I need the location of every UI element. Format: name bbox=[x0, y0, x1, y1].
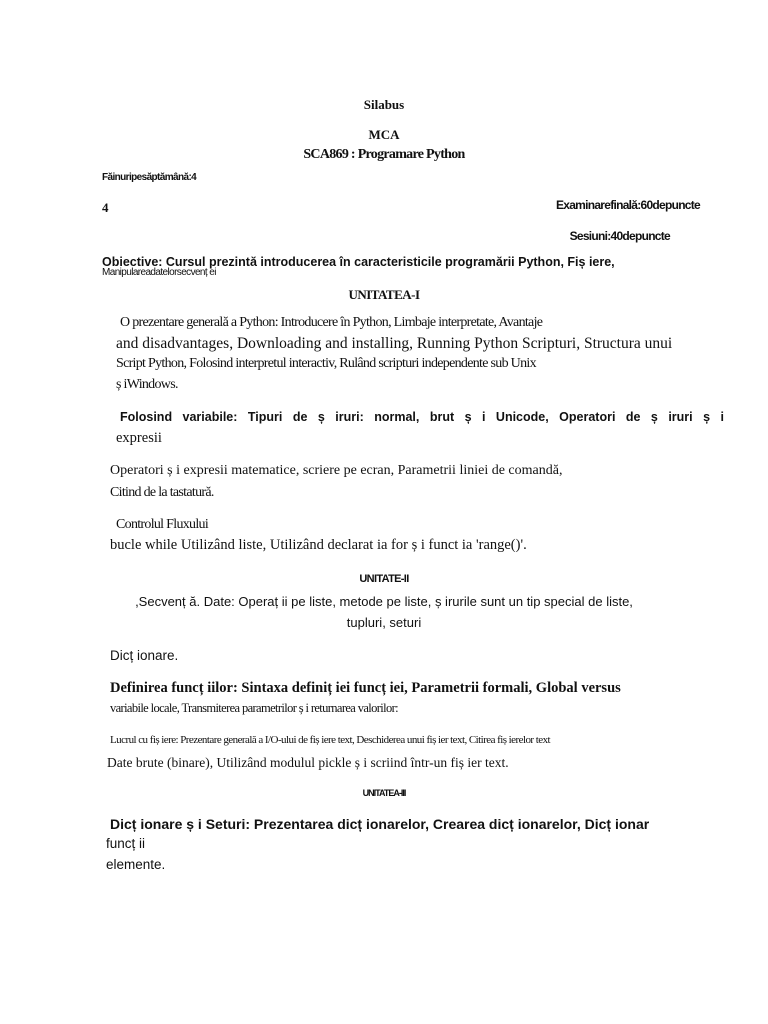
sequence-line-2: tupluri, seturi bbox=[346, 615, 422, 630]
sessional-marks: Sesiuni:40depuncte bbox=[569, 229, 670, 243]
files-line-1: Lucrul cu fiș iere: Prezentare generală a I/O-ului de fiș iere text, Deschiderea unui fiș ier text, Citirea fiș ierelor text bbox=[110, 734, 551, 746]
overview-line-3: Script Python, Folosind interpretul interactiv, Rulând scripturi independente sub Unix bbox=[116, 356, 536, 371]
final-exam-marks: Examinarefinală:60depuncte bbox=[555, 198, 700, 212]
dict-sets-line-2: funcț ii bbox=[106, 836, 146, 851]
credits: 4 bbox=[102, 200, 109, 215]
variables-line-1: Folosind variabile: Tipuri de ș iruri: normal, brut ș i Unicode, Operatori de ș iruri ș i bbox=[120, 410, 724, 424]
dict-sets-line-3: elemente. bbox=[106, 857, 166, 872]
flow-control-title: Controlul Fluxului bbox=[116, 517, 209, 532]
dict-sets-line-1: Dicț ionare ș i Seturi: Prezentarea dicț ionarelor, Crearea dicț ionarelor, Dicț ionar bbox=[110, 816, 650, 832]
unit-3-heading: UNITATEA-III bbox=[362, 788, 406, 798]
variables-line-2: expresii bbox=[116, 430, 162, 446]
operators-line-1: Operatori ș i expresii matematice, scriere pe ecran, Parametrii liniei de comandă, bbox=[110, 463, 563, 478]
unit-1-heading: UNITATEA-I bbox=[348, 287, 420, 302]
hours-per-week: Făinuripesăptămână:4 bbox=[102, 172, 197, 183]
program-name: MCA bbox=[368, 127, 400, 142]
document-title: Silabus bbox=[363, 97, 405, 112]
unit-2-heading: UNITATE-II bbox=[359, 573, 409, 585]
overview-line-4: ș iWindows. bbox=[116, 377, 178, 392]
course-title: SCA869 : Programare Python bbox=[303, 147, 465, 162]
overview-line-2: and disadvantages, Downloading and installing, Running Python Scripturi, Structura unui bbox=[116, 335, 673, 352]
functions-line-1: Definirea funcț iilor: Sintaxa definiț iei funcț iei, Parametrii formali, Global versus bbox=[110, 680, 621, 696]
objectives-line-2: Manipulareadatelorsecvenț ei bbox=[102, 267, 216, 278]
flow-control-line: bucle while Utilizând liste, Utilizând declarat ia for ș i funct ia 'range()'. bbox=[110, 537, 527, 553]
operators-line-2: Citind de la tastatură. bbox=[110, 485, 214, 500]
functions-line-2: variabile locale, Transmiterea parametrilor ș i returnarea valorilor: bbox=[110, 701, 398, 715]
files-line-2: Date brute (binare), Utilizând modulul pickle ș i scriind într-un fiș ier text. bbox=[107, 755, 509, 770]
dictionaries-line: Dicț ionare. bbox=[110, 648, 179, 663]
sequence-line-1: ,Secvenț ă. Date: Operaț ii pe liste, metode pe liste, ș irurile sunt un tip special de liste, bbox=[135, 594, 633, 609]
overview-line-1: O prezentare generală a Python: Introducere în Python, Limbaje interpretate, Avantaje bbox=[120, 315, 543, 330]
objectives-line-1: Obiective: Cursul prezintă introducerea în caracteristicile programării Python, Fiș iere, bbox=[102, 255, 615, 269]
